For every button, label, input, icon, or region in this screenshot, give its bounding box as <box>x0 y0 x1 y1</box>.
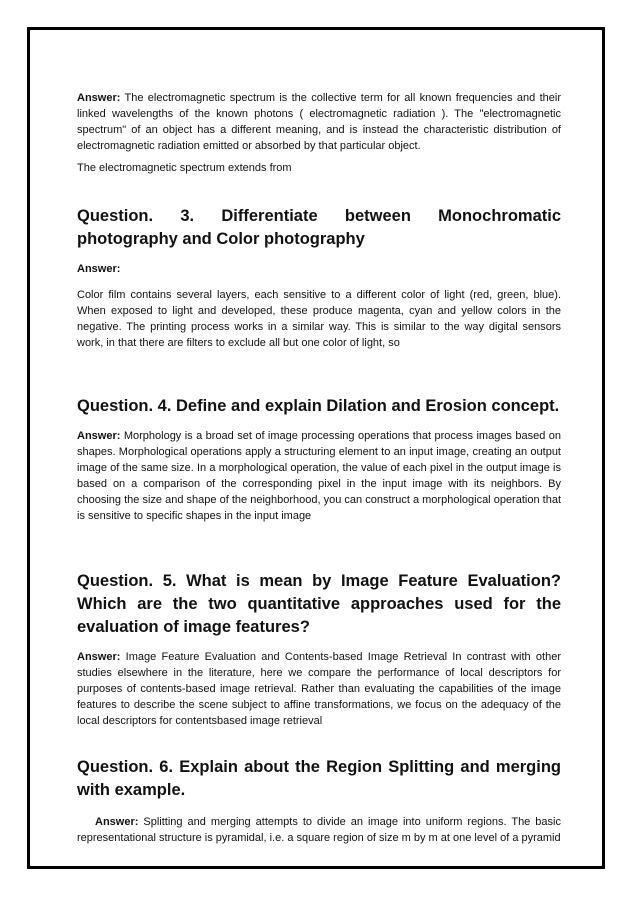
question-5-heading: Question. 5. What is mean by Image Feature Evaluation? Which are the two quantitative approaches used for the evaluation of image features? <box>77 572 561 636</box>
answer-q2-text: The electromagnetic spectrum is the collective term for all known frequencies and their linked wavelengths of the known photons ( electromagnetic radiation ). The "electromagnetic spectrum" of an object has a different meaning, and is instead the characteristic distribution of electromagnetic radiation emitted or absorbed by that particular object. <box>77 92 561 152</box>
answer-q5-paragraph <box>77 649 561 729</box>
document-body <box>77 90 561 846</box>
answer-label: Answer: <box>95 816 139 828</box>
answer-q2-followup: The electromagnetic spectrum extends from <box>77 162 292 174</box>
answer-q5-text: Image Feature Evaluation and Contents-based Image Retrieval In contrast with other studies elsewhere in the literature, here we compare the performance of local descriptors for purposes of contents-based image retrieval. Rather than evaluating the capabilities of the image features to describe the scene subject to affine transformations, we focus on the adequacy of the local descriptors for contentsbased image retrieval <box>77 651 561 727</box>
answer-label: Answer: <box>77 651 121 663</box>
answer-q4-paragraph <box>77 428 561 524</box>
answer-label: Answer: <box>77 263 121 275</box>
answer-label: Answer: <box>77 92 121 104</box>
answer-q3-text: Color film contains several layers, each sensitive to a different color of light (red, green, blue). When exposed to light and developed, these produce magenta, cyan and yellow colors in the negative. The printing process works in a similar way. This is similar to the way digital sensors work, in that there are filters to exclude all but one color of light, so <box>77 289 561 349</box>
question-4-heading: Question. 4. Define and explain Dilation and Erosion concept. <box>77 397 560 415</box>
answer-q6-text: Splitting and merging attempts to divide an image into uniform regions. The basic representational structure is pyramidal, i.e. a square region of size m by m at one level of a pyramid <box>77 816 561 844</box>
answer-q6-paragraph <box>77 814 561 846</box>
question-3-heading: Question. 3. Differentiate between Monochromatic photography and Color photography <box>77 207 561 248</box>
answer-q3-label <box>77 261 561 277</box>
answer-q2-paragraph <box>77 90 561 154</box>
answer-label: Answer: <box>77 430 121 442</box>
question-6-heading: Question. 6. Explain about the Region Splitting and merging with example. <box>77 758 561 799</box>
answer-q4-text: Morphology is a broad set of image processing operations that process images based on shapes. Morphological operations apply a structuring element to an input image, creating an output image of the same size. In a morphological operation, the value of each pixel in the output image is based on a comparison of the corresponding pixel in the input image with its neighbors. By choosing the size and shape of the neighborhood, you can construct a morphological operation that is sensitive to specific shapes in the input image <box>77 430 561 522</box>
